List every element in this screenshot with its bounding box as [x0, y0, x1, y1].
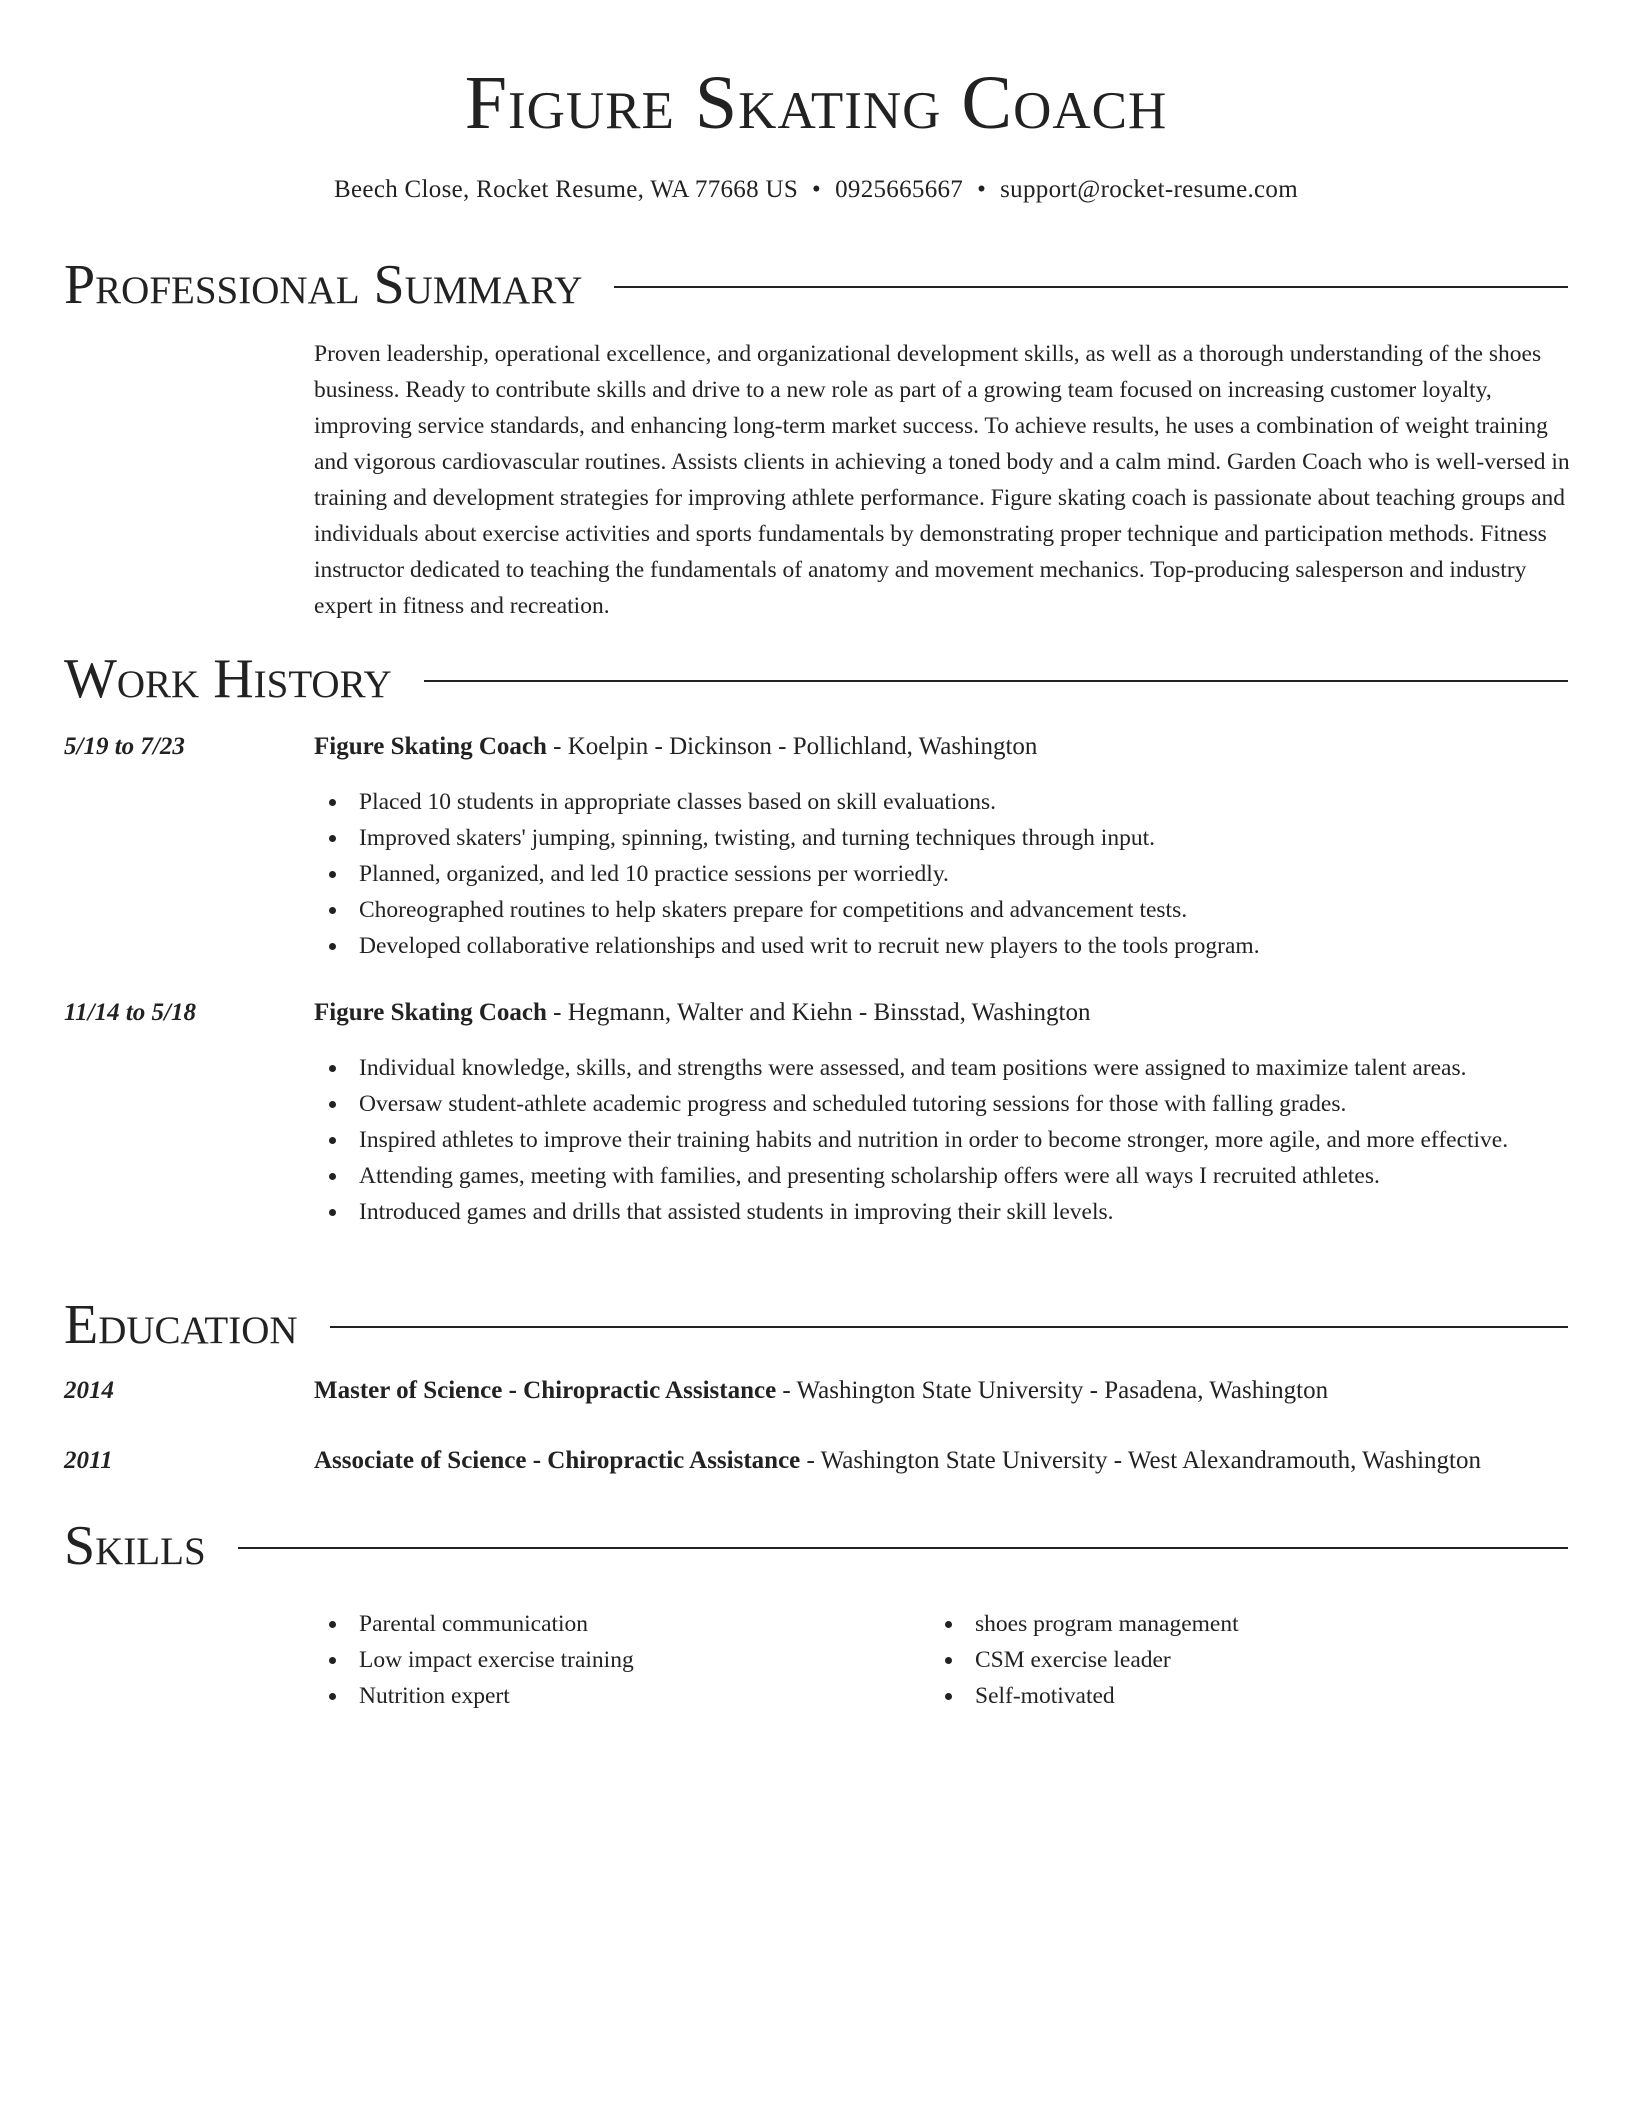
skills-section-title: Skills — [64, 1515, 206, 1577]
job-bullet: Placed 10 students in appropriate classes based on skill evaluations. — [314, 784, 1576, 820]
job-bullet: Improved skaters' jumping, spinning, twisting, and turning techniques through input. — [314, 820, 1576, 856]
job-bullet: Oversaw student-athlete academic progress and scheduled tutoring sessions for those with falling grades. — [314, 1086, 1576, 1122]
skill-item: CSM exercise leader — [930, 1642, 1632, 1678]
skill-item: shoes program management — [930, 1606, 1632, 1642]
contact-separator: • — [812, 176, 822, 203]
work-section-header — [64, 647, 1568, 711]
contact-address: Beech Close, Rocket Resume, WA 77668 US — [334, 176, 799, 203]
job-details: - Hegmann, Walter and Kiehn - Binsstad, Washington — [546, 999, 1091, 1026]
section-divider — [238, 1547, 1568, 1549]
skill-item: Nutrition expert — [314, 1678, 1576, 1714]
job-bullet: Introduced games and drills that assisted students in improving their skill levels. — [314, 1194, 1576, 1230]
job-dates: 11/14 to 5/18 — [64, 999, 196, 1026]
education-line — [314, 1374, 1328, 1408]
job-details: - Koelpin - Dickinson - Pollichland, Washington — [546, 733, 1038, 760]
job-title-line — [314, 996, 1090, 1030]
education-section-header — [64, 1293, 1568, 1357]
work-section-title: Work History — [64, 648, 392, 710]
resume-name: Figure Skating Coach — [464, 61, 1168, 145]
job-bullet-list — [314, 1050, 1576, 1230]
job-role: Figure Skating Coach — [314, 733, 547, 760]
skills-list-right — [930, 1606, 1632, 1714]
education-degree: Associate of Science - Chiropractic Assistance — [314, 1447, 801, 1474]
contact-line — [0, 174, 1632, 206]
job-role: Figure Skating Coach — [314, 999, 547, 1026]
job-dates: 5/19 to 7/23 — [64, 733, 185, 760]
contact-phone: 0925665667 — [835, 176, 964, 203]
education-degree: Master of Science - Chiropractic Assistance — [314, 1377, 777, 1404]
job-bullet: Choreographed routines to help skaters prepare for competitions and advancement tests. — [314, 892, 1576, 928]
skill-item: Self-motivated — [930, 1678, 1632, 1714]
education-section-title: Education — [64, 1294, 298, 1356]
contact-email: support@rocket-resume.com — [1000, 176, 1298, 203]
education-line — [314, 1444, 1481, 1478]
job-bullet: Inspired athletes to improve their training habits and nutrition in order to become stronger, more agile, and more effective. — [314, 1122, 1576, 1158]
section-divider — [330, 1326, 1568, 1328]
contact-separator: • — [977, 176, 987, 203]
job-bullet: Developed collaborative relationships and used writ to recruit new players to the tools program. — [314, 928, 1576, 964]
job-bullet: Planned, organized, and led 10 practice sessions per worriedly. — [314, 856, 1576, 892]
skill-item: Parental communication — [314, 1606, 1576, 1642]
job-bullet: Attending games, meeting with families, and presenting scholarship offers were all ways I recruited athletes. — [314, 1158, 1576, 1194]
skill-item: Low impact exercise training — [314, 1642, 1576, 1678]
summary-section-header — [64, 253, 1568, 317]
job-title-line — [314, 730, 1037, 764]
education-year: 2011 — [64, 1447, 113, 1474]
job-bullet-list — [314, 784, 1576, 964]
section-divider — [614, 286, 1568, 288]
education-details: - Washington State University - West Alexandramouth, Washington — [800, 1447, 1481, 1474]
section-divider — [424, 680, 1568, 682]
skills-section-header — [64, 1514, 1568, 1578]
summary-text: Proven leadership, operational excellence, and organizational development skills, as well as a thorough understanding of the shoes business. Ready to contribute skills and drive to a new role as part of a growing team focused on increasing customer loyalty, improving service standards, and enhancing long-term market success. To achieve results, he uses a combination of weight training and vigorous cardiovascular routines. Assists clients in achieving a toned body and a calm mind. Garden Coach who is well-versed in training and development strategies for improving athlete performance. Figure skating coach is passionate about teaching groups and individuals about exercise activities and sports fundamentals by demonstrating proper technique and participation methods. Fitness instructor dedicated to teaching the fundamentals of anatomy and movement mechanics. Top-producing salesperson and industry expert in fitness and recreation. — [314, 341, 1570, 619]
education-year: 2014 — [64, 1377, 114, 1404]
summary-section-title: Professional Summary — [64, 254, 583, 316]
education-details: - Washington State University - Pasadena, Washington — [776, 1377, 1329, 1404]
job-bullet: Individual knowledge, skills, and strengths were assessed, and team positions were assigned to maximize talent areas. — [314, 1050, 1576, 1086]
